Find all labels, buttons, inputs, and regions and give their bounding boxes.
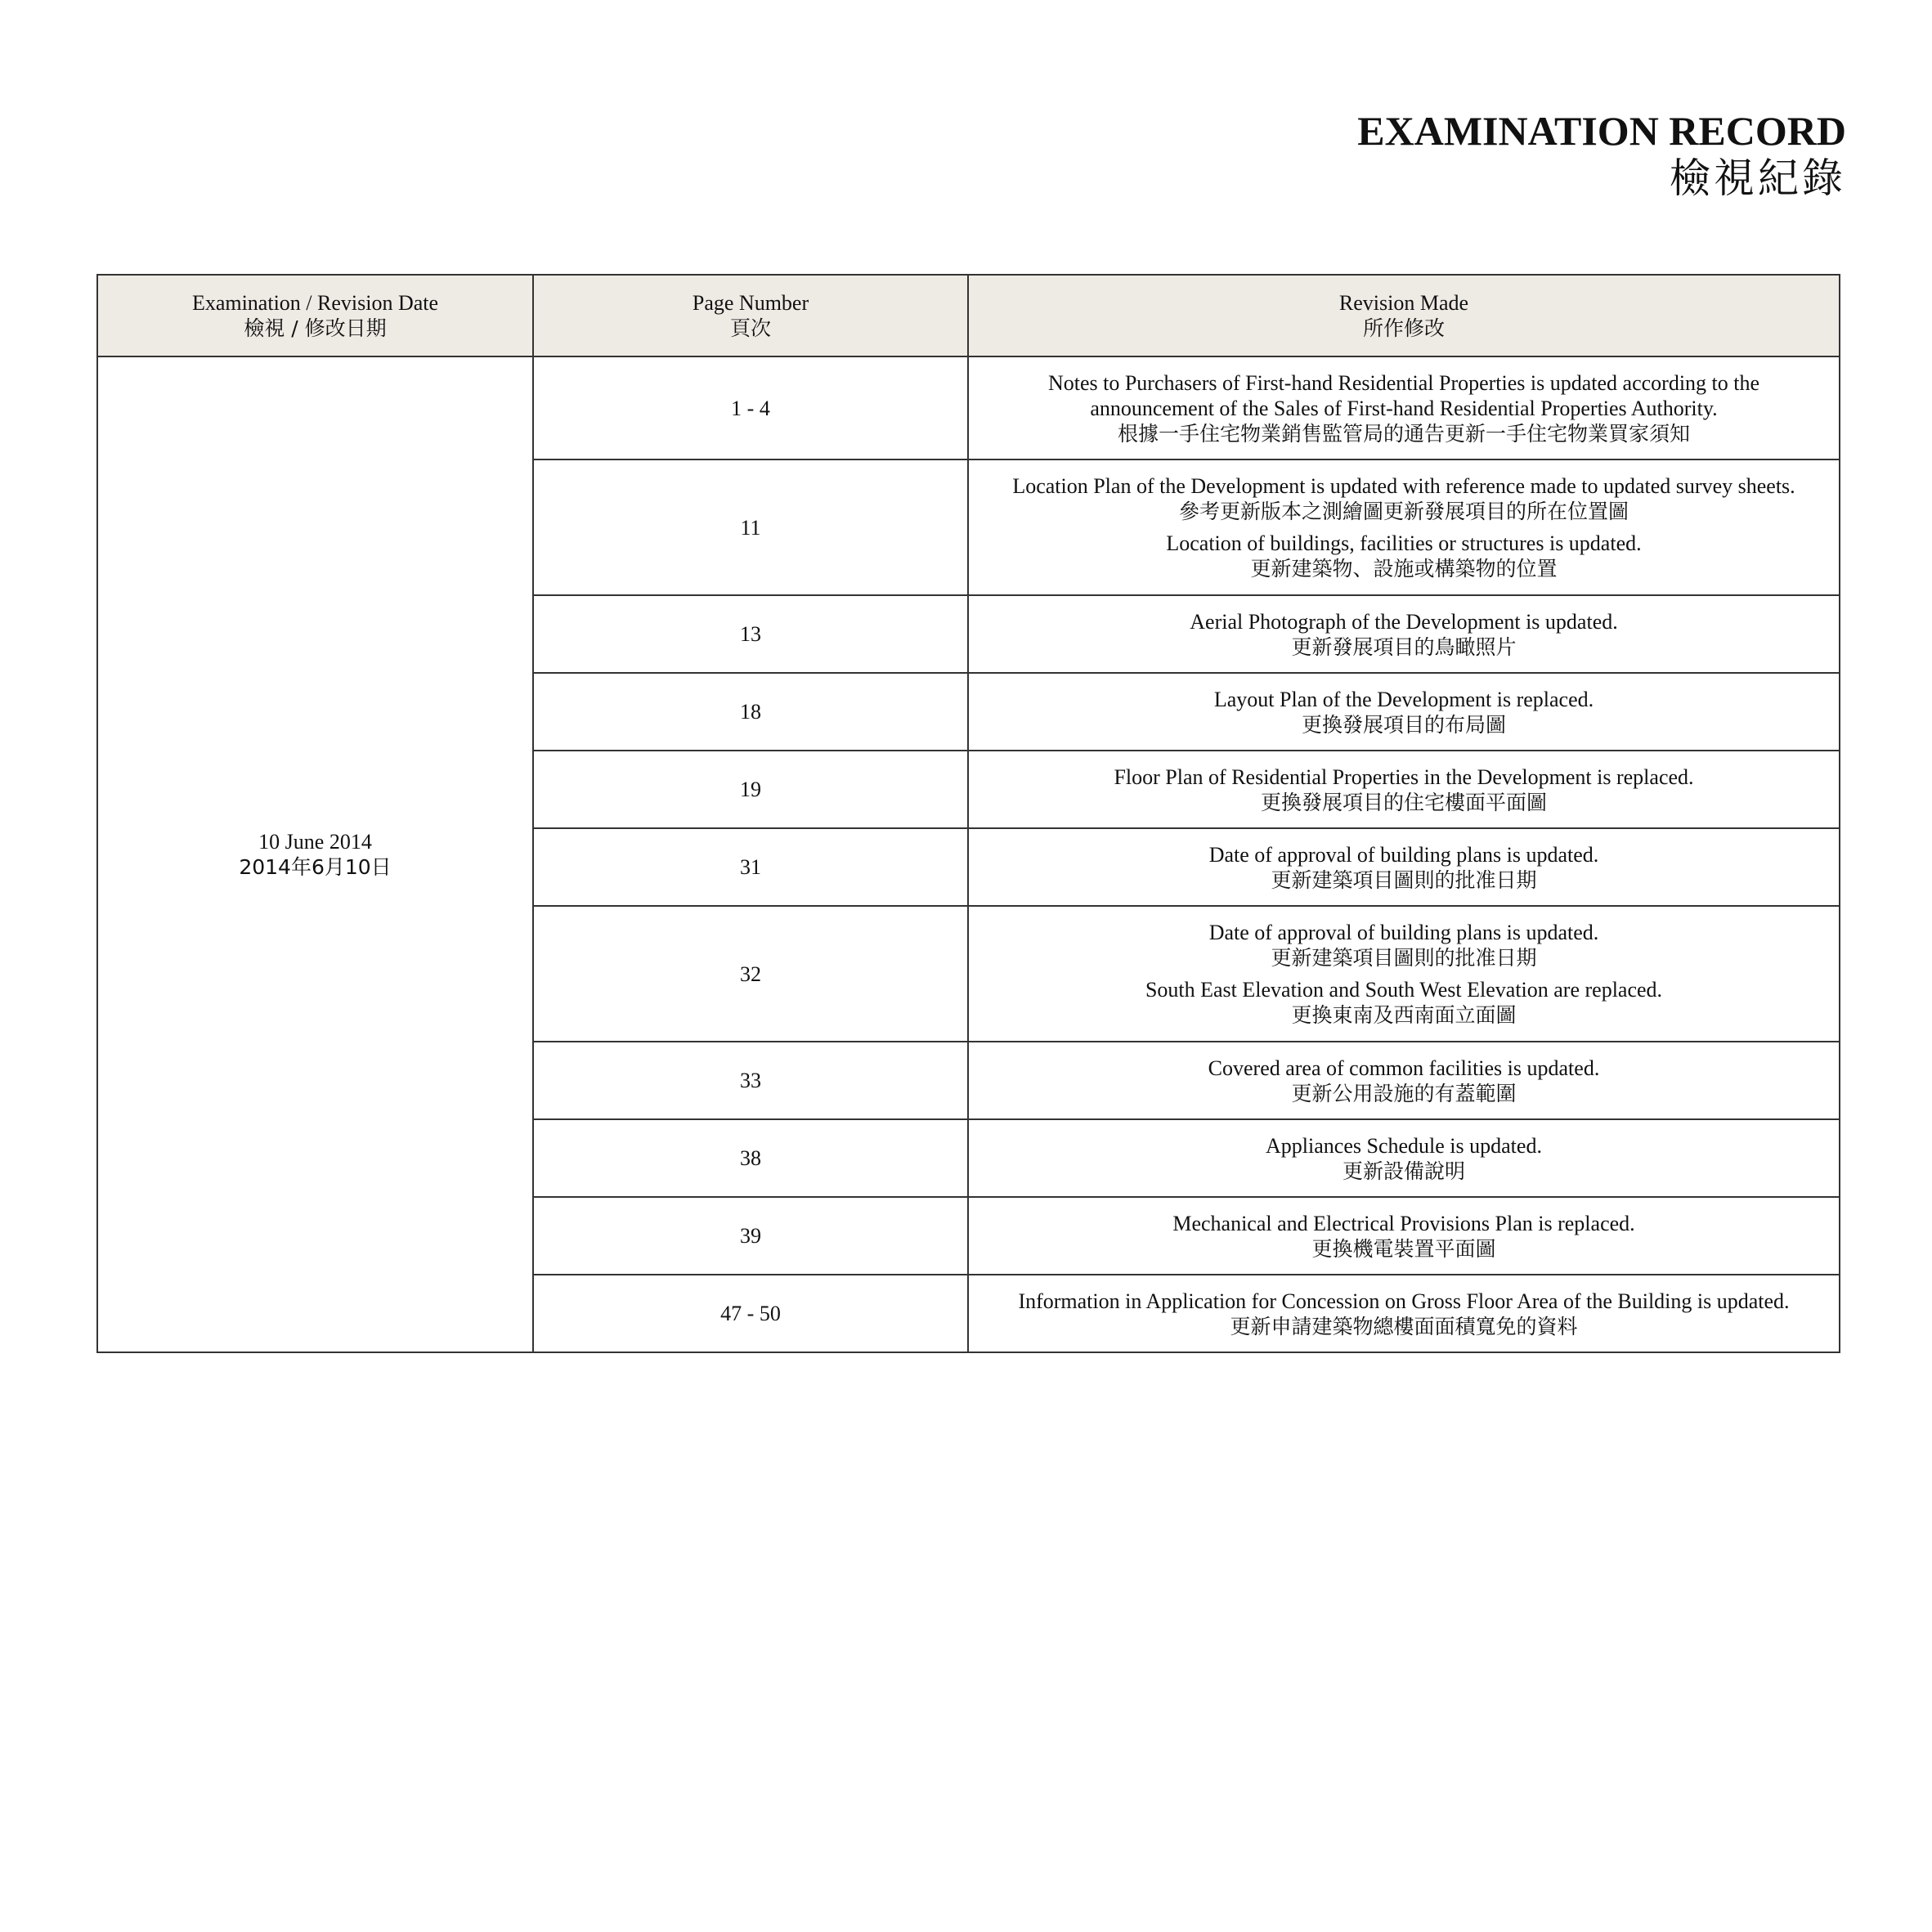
column-header-label-zh: 頁次 — [729, 316, 771, 340]
revision-text-zh: 更新申請建築物總樓面面積寬免的資料 — [1230, 1314, 1578, 1338]
revision-entry — [982, 977, 1826, 1028]
revision-text-zh: 更新建築物、設施或構築物的位置 — [1250, 557, 1558, 580]
page-title — [1357, 108, 1846, 203]
revision-text-en: Aerial Photograph of the Development is updated. — [1190, 609, 1618, 634]
column-header-label-en: Revision Made — [1338, 291, 1469, 315]
column-header-revision — [968, 275, 1840, 356]
page-number-cell: 11 — [533, 459, 968, 595]
revision-text-en: South East Elevation and South West Elevation are replaced. — [1145, 978, 1663, 1002]
revision-cell — [968, 828, 1840, 906]
page-number-cell: 33 — [533, 1042, 968, 1119]
revision-text-en: Location of buildings, facilities or structures is updated. — [1166, 531, 1642, 555]
revision-text-zh: 更新發展項目的鳥瞰照片 — [1291, 634, 1517, 659]
revision-text-zh: 更換東南及西南面立面圖 — [1291, 1003, 1517, 1027]
revision-text-zh: 更換發展項目的布局圖 — [1301, 712, 1506, 737]
revision-text-zh: 更換發展項目的住宅樓面平面圖 — [1260, 790, 1547, 814]
revision-text-en: Layout Plan of the Development is replaced. — [1213, 687, 1594, 711]
table-row — [97, 356, 1840, 459]
revision-text-en: Location Plan of the Development is updated with reference made to updated survey sheets. — [1012, 474, 1795, 498]
title-chinese: 檢視紀錄 — [1670, 155, 1846, 202]
examination-record-table — [96, 274, 1840, 1353]
column-header-label-zh: 所作修改 — [1362, 316, 1445, 340]
revision-cell — [968, 356, 1840, 459]
page-number-cell: 32 — [533, 906, 968, 1042]
revision-text-en: Floor Plan of Residential Properties in the Development is replaced. — [1114, 764, 1694, 789]
page-number-cell: 47 - 50 — [533, 1275, 968, 1352]
revision-text-en: Mechanical and Electrical Provisions Plan is replaced. — [1172, 1211, 1635, 1235]
revision-text-zh: 更換機電裝置平面圖 — [1311, 1236, 1496, 1261]
page-number-cell: 18 — [533, 673, 968, 751]
revision-text-en: Information in Application for Concession on Gross Floor Area of the Building is updated. — [1018, 1289, 1790, 1313]
revision-cell — [968, 459, 1840, 595]
title-english: EXAMINATION RECORD — [1357, 108, 1846, 154]
date-en: 10 June 2014 — [258, 830, 372, 854]
page-number-cell: 39 — [533, 1197, 968, 1275]
revision-text-en: announcement of the Sales of First-hand Residential Properties Authority. — [1090, 396, 1718, 420]
revision-text-en: Appliances Schedule is updated. — [1266, 1133, 1542, 1158]
date-cell — [97, 356, 533, 1352]
column-header-label-en: Examination / Revision Date — [191, 291, 439, 315]
column-header-page — [533, 275, 968, 356]
revision-text-zh: 更新公用設施的有蓋範圍 — [1291, 1081, 1517, 1105]
revision-text-en: Date of approval of building plans is updated. — [1208, 921, 1599, 944]
date-zh: 2014年6月10日 — [239, 855, 392, 879]
revision-text-en: Date of approval of building plans is updated. — [1208, 842, 1599, 867]
revision-entry — [982, 370, 1826, 446]
page-number-cell: 1 - 4 — [533, 356, 968, 459]
revision-cell — [968, 595, 1840, 673]
page-number-cell: 13 — [533, 595, 968, 673]
table-header-row — [97, 275, 1840, 356]
column-header-label-en: Page Number — [692, 291, 809, 315]
revision-text-en: Covered area of common facilities is updated. — [1208, 1056, 1600, 1080]
page-number-cell: 19 — [533, 751, 968, 828]
page-number-cell: 38 — [533, 1119, 968, 1197]
revision-cell — [968, 906, 1840, 1042]
revision-text-zh: 根據一手住宅物業銷售監管局的通告更新一手住宅物業買家須知 — [1117, 421, 1690, 446]
revision-text-zh: 參考更新版本之測繪圖更新發展項目的所在位置圖 — [1178, 500, 1629, 523]
revision-text-zh: 更新設備說明 — [1342, 1159, 1465, 1183]
revision-cell — [968, 1119, 1840, 1197]
column-header-label-zh: 檢視 / 修改日期 — [244, 316, 387, 340]
revision-text-zh: 更新建築項目圖則的批准日期 — [1271, 946, 1537, 970]
revision-cell — [968, 673, 1840, 751]
revision-cell — [968, 1275, 1840, 1352]
revision-cell — [968, 1042, 1840, 1119]
column-header-date — [97, 275, 533, 356]
revision-entry — [982, 473, 1826, 524]
page-number-cell: 31 — [533, 828, 968, 906]
revision-entry — [982, 531, 1826, 581]
revision-text-en: Notes to Purchasers of First-hand Residential Properties is updated according to the — [1047, 370, 1760, 395]
revision-text-zh: 更新建築項目圖則的批准日期 — [1271, 867, 1537, 892]
revision-cell — [968, 1197, 1840, 1275]
revision-entry — [982, 920, 1826, 970]
revision-cell — [968, 751, 1840, 828]
